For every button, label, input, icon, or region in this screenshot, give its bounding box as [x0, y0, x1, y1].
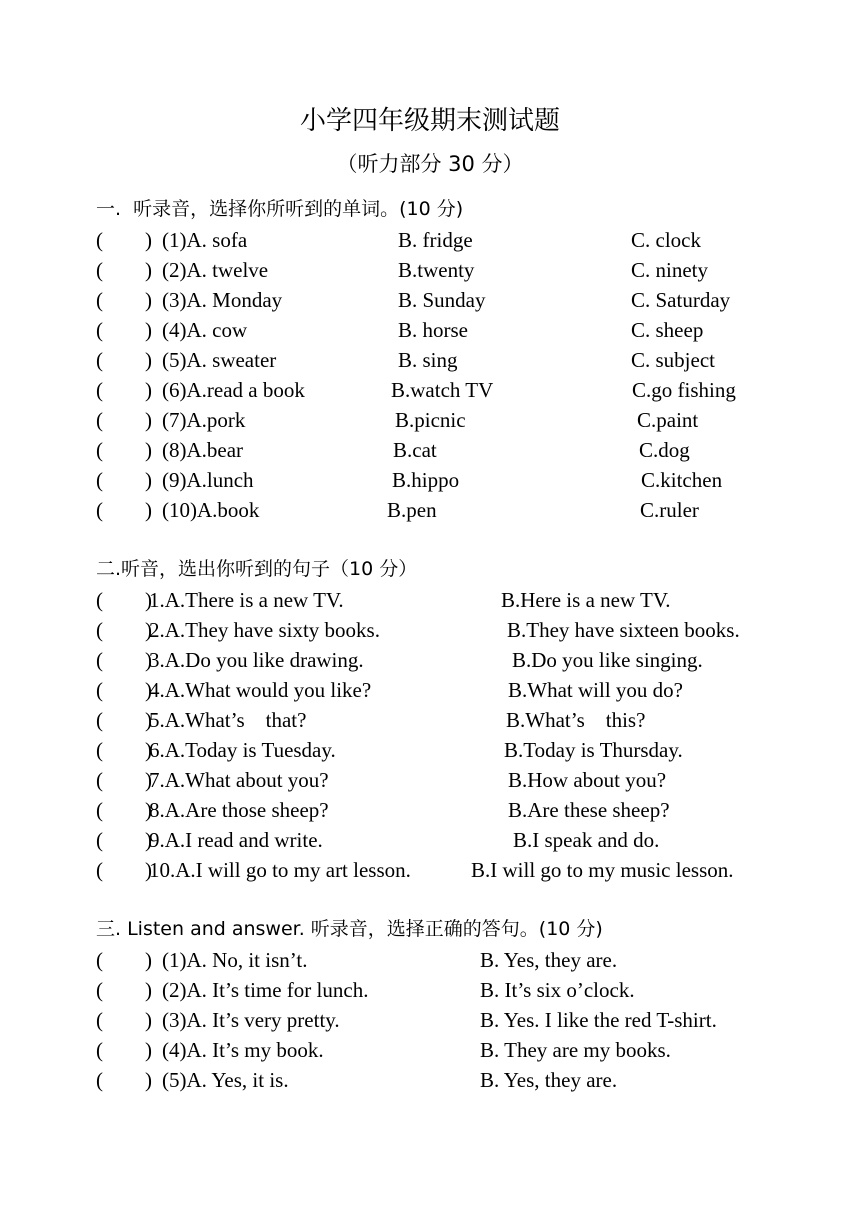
option-a: (2)A. It’s time for lunch. — [162, 978, 369, 1002]
option-a: (5)A. Yes, it is. — [162, 1068, 289, 1092]
answer-blank: ( ) — [96, 948, 152, 972]
option-b: B. Yes. I like the red T-shirt. — [480, 1008, 717, 1032]
option-a: 4.A.What would you like? — [149, 678, 372, 702]
option-a: 8.A.Are those sheep? — [149, 798, 329, 822]
answer-blank: ( ) — [96, 468, 152, 492]
option-a: (5)A. sweater — [162, 348, 277, 372]
option-b: B.hippo — [392, 468, 460, 492]
option-a: (7)A.pork — [162, 408, 246, 432]
option-c: C.go fishing — [632, 378, 736, 402]
option-a: (4)A. It’s my book. — [162, 1038, 324, 1062]
answer-blank: ( ) — [96, 648, 152, 672]
question-row — [96, 1035, 796, 1065]
question-row — [96, 225, 796, 255]
answer-blank: ( ) — [96, 228, 152, 252]
question-row — [96, 975, 796, 1005]
option-c: C.ruler — [640, 498, 699, 522]
option-c: C. subject — [631, 348, 715, 372]
question-row — [96, 675, 796, 705]
option-a: 3.A.Do you like drawing. — [149, 648, 364, 672]
question-row — [96, 315, 796, 345]
option-a: 9.A.I read and write. — [149, 828, 323, 852]
answer-blank: ( ) — [96, 288, 152, 312]
option-a: (4)A. cow — [162, 318, 248, 342]
page-title: 小学四年级期末测试题 — [299, 106, 560, 136]
page-subtitle: （听力部分 30 分） — [336, 152, 524, 176]
answer-blank: ( ) — [96, 408, 152, 432]
answer-blank: ( ) — [96, 768, 152, 792]
answer-blank: ( ) — [96, 738, 152, 762]
question-row — [96, 285, 796, 315]
option-a: (9)A.lunch — [162, 468, 254, 492]
option-b: B.What will you do? — [508, 678, 683, 702]
answer-blank: ( ) — [96, 858, 152, 882]
question-row — [96, 405, 796, 435]
option-b: B. horse — [398, 318, 468, 342]
answer-blank: ( ) — [96, 678, 152, 702]
answer-blank: ( ) — [96, 1038, 152, 1062]
question-row — [96, 825, 796, 855]
option-b: B. They are my books. — [480, 1038, 671, 1062]
question-row — [96, 1065, 796, 1095]
section-1-heading: 一. 听录音，选择你所听到的单词。(10 分) — [96, 198, 464, 220]
option-a: (10)A.book — [162, 498, 260, 522]
question-row — [96, 735, 796, 765]
question-row — [96, 765, 796, 795]
option-b: B.What’s this? — [506, 708, 646, 732]
option-c: C. Saturday — [631, 288, 731, 312]
option-a: 10.A.I will go to my art lesson. — [149, 858, 411, 882]
answer-blank: ( ) — [96, 798, 152, 822]
option-c: C.kitchen — [641, 468, 723, 492]
option-b: B.cat — [393, 438, 437, 462]
question-row — [96, 255, 796, 285]
answer-blank: ( ) — [96, 708, 152, 732]
option-c: C. sheep — [631, 318, 704, 342]
question-row — [96, 615, 796, 645]
option-a: 1.A.There is a new TV. — [149, 588, 344, 612]
option-b: B.Are these sheep? — [508, 798, 670, 822]
option-a: (1)A. sofa — [162, 228, 248, 252]
question-row — [96, 375, 796, 405]
option-b: B.They have sixteen books. — [507, 618, 740, 642]
option-a: (2)A. twelve — [162, 258, 269, 282]
option-b: B.Do you like singing. — [512, 648, 703, 672]
section-3-heading: 三. Listen and answer. 听录音，选择正确的答句。(10 分) — [96, 918, 603, 940]
option-a: 2.A.They have sixty books. — [149, 618, 380, 642]
question-row — [96, 855, 796, 885]
question-row — [96, 345, 796, 375]
question-row — [96, 1005, 796, 1035]
option-c: C.dog — [639, 438, 690, 462]
option-b: B. Yes, they are. — [480, 948, 618, 972]
answer-blank: ( ) — [96, 618, 152, 642]
section-2-heading: 二.听音，选出你听到的句子（10 分） — [96, 558, 418, 580]
option-a: (3)A. Monday — [162, 288, 283, 312]
option-b: B.pen — [387, 498, 437, 522]
option-b: B. fridge — [398, 228, 473, 252]
option-a: (1)A. No, it isn’t. — [162, 948, 308, 972]
option-a: (6)A.read a book — [162, 378, 305, 402]
option-b: B. Sunday — [398, 288, 486, 312]
answer-blank: ( ) — [96, 498, 152, 522]
answer-blank: ( ) — [96, 978, 152, 1002]
answer-blank: ( ) — [96, 258, 152, 282]
question-row — [96, 705, 796, 735]
option-b: B. It’s six o’clock. — [480, 978, 635, 1002]
answer-blank: ( ) — [96, 828, 152, 852]
option-c: C. clock — [631, 228, 701, 252]
option-b: B. sing — [398, 348, 458, 372]
question-row — [96, 435, 796, 465]
option-c: C. ninety — [631, 258, 708, 282]
option-b: B.twenty — [398, 258, 475, 282]
answer-blank: ( ) — [96, 438, 152, 462]
answer-blank: ( ) — [96, 1008, 152, 1032]
option-b: B.picnic — [395, 408, 466, 432]
answer-blank: ( ) — [96, 378, 152, 402]
answer-blank: ( ) — [96, 348, 152, 372]
answer-blank: ( ) — [96, 318, 152, 342]
option-a: 7.A.What about you? — [149, 768, 329, 792]
option-c: C.paint — [637, 408, 699, 432]
question-row — [96, 795, 796, 825]
option-b: B.Here is a new TV. — [501, 588, 671, 612]
option-a: (8)A.bear — [162, 438, 244, 462]
question-row — [96, 495, 796, 525]
option-b: B.watch TV — [391, 378, 494, 402]
answer-blank: ( ) — [96, 1068, 152, 1092]
option-b: B. Yes, they are. — [480, 1068, 618, 1092]
option-a: 6.A.Today is Tuesday. — [149, 738, 336, 762]
option-a: 5.A.What’s that? — [149, 708, 307, 732]
question-row — [96, 585, 796, 615]
question-row — [96, 645, 796, 675]
option-b: B.I will go to my music lesson. — [471, 858, 734, 882]
option-a: (3)A. It’s very pretty. — [162, 1008, 340, 1032]
option-b: B.How about you? — [508, 768, 667, 792]
option-b: B.I speak and do. — [513, 828, 660, 852]
question-row — [96, 465, 796, 495]
question-row — [96, 945, 796, 975]
option-b: B.Today is Thursday. — [504, 738, 683, 762]
answer-blank: ( ) — [96, 588, 152, 612]
